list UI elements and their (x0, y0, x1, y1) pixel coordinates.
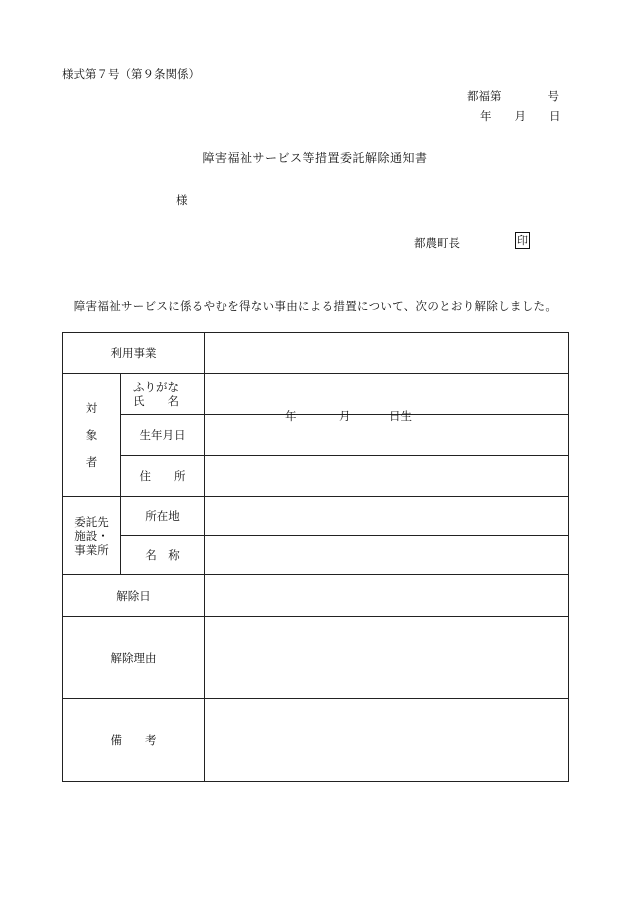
table-row (63, 575, 569, 617)
table-row (63, 333, 569, 374)
birth-value-cell[interactable] (205, 409, 569, 456)
reason-label: 解除理由 (110, 650, 157, 665)
subject-group-char: 者 (85, 454, 98, 469)
cancel-date-label: 解除日 (116, 588, 151, 603)
facility-group-line: 施設・ (74, 528, 109, 543)
address-value-cell[interactable] (205, 456, 569, 497)
subject-group-char: 対 (85, 400, 98, 415)
table-row (63, 456, 569, 497)
seal-mark: 印 (517, 234, 528, 247)
facility-name-value-cell[interactable] (205, 536, 569, 575)
table-row (63, 374, 569, 415)
facility-group-line: 事業所 (74, 542, 109, 557)
recipient-suffix: 様 (176, 193, 188, 207)
reason-value-cell[interactable] (205, 617, 569, 699)
location-value-cell[interactable] (205, 497, 569, 536)
document-title: 障害福祉サービス等措置委託解除通知書 (202, 151, 428, 165)
form-number-label: 様式第７号（第９条関係） (62, 67, 200, 81)
table-row (63, 617, 569, 699)
cancel-date-value-cell[interactable] (205, 575, 569, 617)
subject-group-cell (63, 374, 121, 497)
facility-group-cell (63, 497, 121, 575)
facility-name-label: 名 称 (145, 548, 180, 562)
facility-name-label-cell (121, 536, 205, 575)
service-label: 利用事業 (110, 346, 157, 360)
birth-year-label: 年 (285, 409, 297, 423)
notice-table (62, 332, 569, 782)
notice-body-text: 障害福祉サービスに係るやむを得ない事由による措置について、次のとおり解除しました。 (62, 299, 558, 313)
name-label-cell (121, 374, 205, 415)
facility-group-line: 委託先 (74, 514, 109, 529)
birth-label-cell (121, 415, 205, 456)
reason-label-cell (63, 617, 205, 699)
name-label: 氏 名 (133, 394, 179, 408)
furigana-label: ふりがな (133, 380, 179, 394)
document-number-label: 都福第 号 (467, 89, 559, 103)
birth-month-label: 月 (339, 409, 351, 423)
address-label-cell (121, 456, 205, 497)
birth-day-label: 日生 (389, 409, 412, 423)
table-row (63, 536, 569, 575)
location-label-cell (121, 497, 205, 536)
address-label: 住 所 (139, 469, 186, 483)
issuer-label: 都農町長 (414, 236, 460, 250)
birth-label: 生年月日 (139, 428, 186, 442)
table-row (63, 415, 569, 456)
service-value-cell[interactable] (205, 333, 569, 374)
subject-group-char: 象 (85, 427, 98, 442)
remarks-label: 備 考 (110, 733, 157, 747)
table-row (63, 497, 569, 536)
location-label: 所在地 (145, 509, 180, 523)
document-date-label: 年 月 日 (480, 109, 561, 123)
remarks-value-cell[interactable] (205, 699, 569, 782)
service-label-cell (63, 333, 205, 374)
name-value-cell[interactable] (205, 374, 569, 415)
cancel-date-label-cell (63, 575, 205, 617)
remarks-label-cell (63, 699, 205, 782)
table-row (63, 699, 569, 782)
